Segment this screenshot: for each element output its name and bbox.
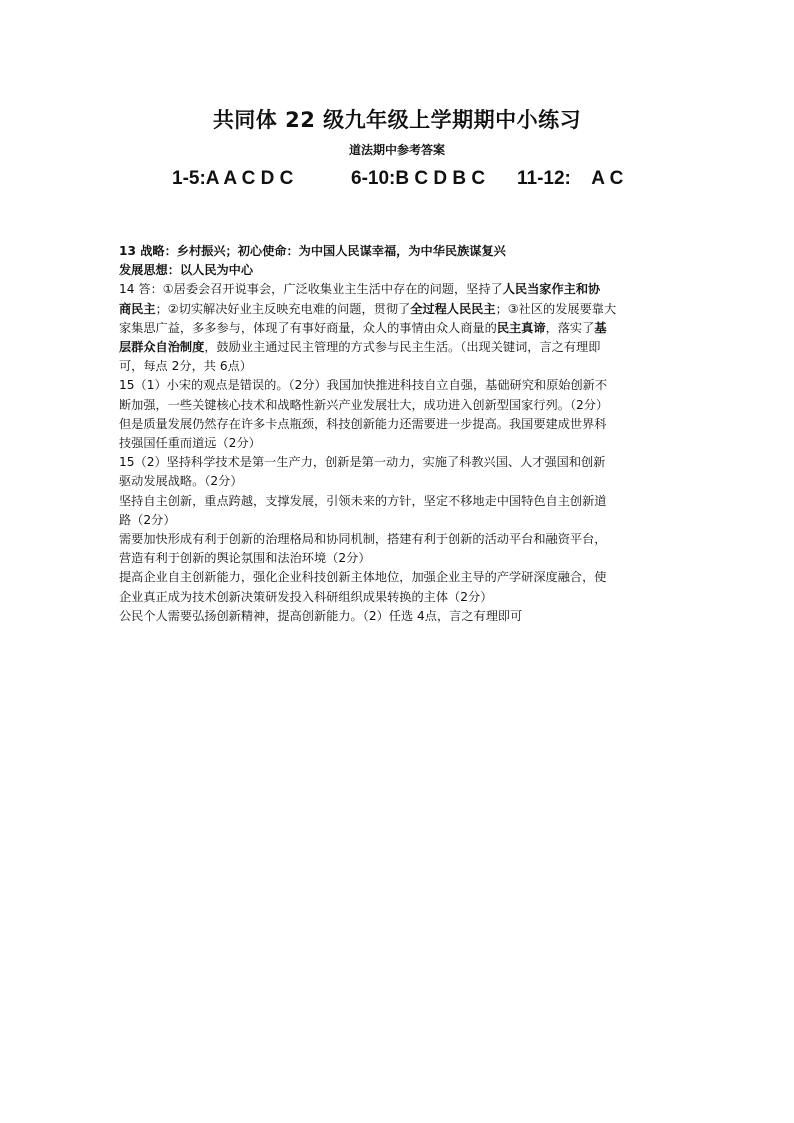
q15-2-line: 需要加快形成有利于创新的治理格局和协同机制，搭建有利于创新的活动平台和融资平台，	[119, 532, 607, 547]
q15-2-line: 坚持自主创新，重点跨越，支撑发展，引领未来的方针，坚定不移地走中国特色自主创新道	[119, 493, 607, 508]
q14-text: 14 答：①居委会召开说事会，广泛收集业主生活中存在的问题，坚持了	[119, 282, 503, 297]
mc-answers-11-12: 11-12: A C	[517, 168, 624, 189]
q14-keyword: 基	[594, 320, 607, 335]
q14-line	[119, 319, 689, 338]
q14-keyword: 人民当家作主和协	[502, 282, 601, 297]
answer-body	[119, 242, 689, 626]
q14-line: 可，每点 2分，共 6点）	[119, 359, 252, 374]
q14-keyword: 民主真谛	[496, 320, 546, 335]
mc-answers-6-10: 6-10:B C D B C	[351, 168, 486, 189]
q14-keyword: 商民主	[119, 301, 156, 316]
q14-text: ，鼓励业主通过民主管理的方式参与民主生活。（出现关键词，言之有理即	[204, 340, 601, 355]
q14-keyword: 全过程人民民主	[410, 301, 496, 316]
q15-1-line: 断加强，一些关键核心技术和战略性新兴产业发展壮大，成功进入创新型国家行列。（2分）	[119, 397, 609, 412]
question-14-answer	[119, 280, 689, 376]
q13-line: 13 战略：乡村振兴；初心使命：为中国人民谋幸福，为中华民族谋复兴	[119, 244, 506, 258]
q15-2-line: 提高企业自主创新能力，强化企业科技创新主体地位，加强企业主导的产学研深度融合，使	[119, 570, 607, 585]
question-15-1-answer	[119, 376, 689, 453]
q14-line	[119, 338, 689, 357]
page-subtitle: 道法期中参考答案	[348, 143, 445, 157]
question-13-answer	[119, 242, 689, 280]
q14-line	[119, 300, 689, 319]
q15-2-line: 营造有利于创新的舆论氛围和法治环境（2分）	[119, 551, 371, 566]
q14-text: ；②切实解决好业主反映充电难的问题，贯彻了	[155, 301, 411, 316]
q15-2-line: 路（2分）	[119, 512, 176, 527]
q15-1-line: 15（1）小宋的观点是错误的。（2分）我国加快推进科技自立自强，基础研究和原始创新不	[119, 378, 608, 393]
q15-2-line: 公民个人需要弘扬创新精神，提高创新能力。（2）任选 4点，言之有理即可	[119, 608, 523, 623]
q14-text: 家集思广益，多多参与，体现了有事好商量，众人的事情由众人商量的	[119, 320, 497, 335]
q15-2-line: 企业真正成为技术创新决策研发投入科研组织成果转换的主体（2分）	[119, 589, 493, 604]
q14-text: ，落实了	[545, 320, 595, 335]
question-15-2-answer	[119, 453, 689, 626]
mc-answers-1-5: 1-5:A A C D C	[172, 168, 294, 189]
q15-1-line: 技强国任重而道远（2分）	[119, 436, 261, 451]
q14-line	[119, 280, 689, 299]
multiple-choice-answers	[0, 168, 794, 194]
q15-1-line: 但是质量发展仍然存在许多卡点瓶颈，科技创新能力还需要进一步提高。我国要建成世界科	[119, 416, 607, 431]
q15-2-line: 驱动发展战略。（2分）	[119, 474, 243, 489]
q14-keyword: 层群众自治制度	[119, 340, 205, 355]
page-title: 共同体 22 级九年级上学期期中小练习	[212, 108, 582, 132]
q13-line: 发展思想：以人民为中心	[119, 263, 254, 278]
q15-2-line: 15（2）坚持科学技术是第一生产力，创新是第一动力，实施了科教兴国、人才强国和创新	[119, 455, 606, 470]
q14-text: ；③社区的发展要靠大	[495, 301, 617, 316]
